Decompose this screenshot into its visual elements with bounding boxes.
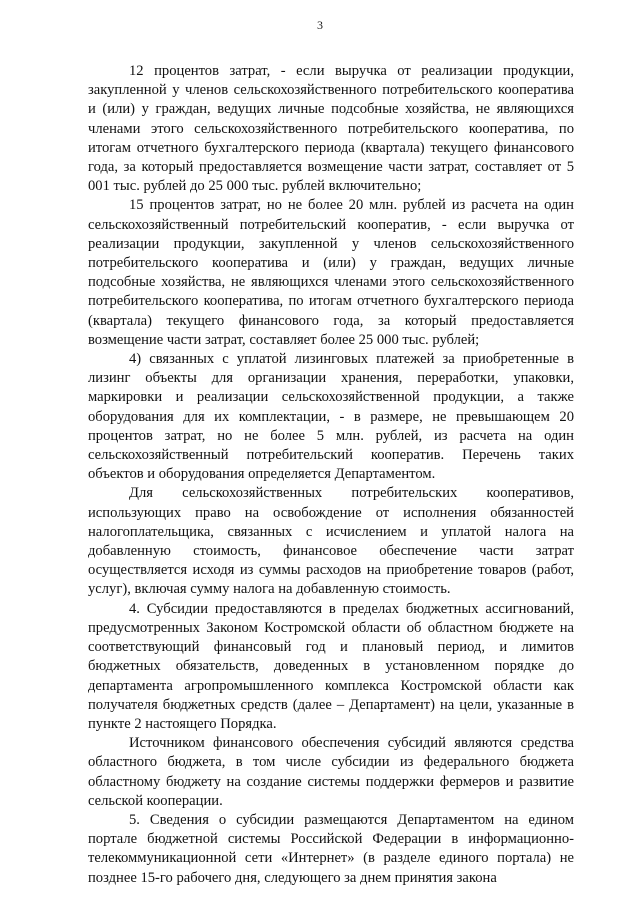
paragraph-section-4: 4. Субсидии предоставляются в пределах бюджетных ассигнований, предусмотренных Законом Костромской области об областном бюджете на соответствующий финансовый год и плановый период, и лимитов бюджетных обязательств, доведенных в установленном порядке до департамента агропромышленного комплекса Костромской области как получателя бюджетных средств (далее – Департамент) на цели, указанные в пункте 2 настоящего Порядка. <box>88 600 574 732</box>
paragraph-15-percent: 15 процентов затрат, но не более 20 млн. рублей из расчета на один сельскохозяйственный потребительский кооператив, - если выручка от реализации продукции, закупленной у членов сельскохозяйственного потребительского кооператива и (или) у граждан, ведущих личные подсобные хозяйства, не являющихся членами этого сельскохозяйственного потребительского кооператива, по итогам отчетного бухгалтерского периода (квартала) текущего финансового года, за который предоставляется возмещение части затрат, составляет более 25 000 тыс. рублей; <box>88 197 574 348</box>
paragraph-section-5: 5. Сведения о субсидии размещаются Департаментом на едином портале бюджетной системы Российской Федерации в информационно-телекоммуникационной сети «Интернет» (в разделе единого портала) не позднее 15-го рабочего дня, следующего за днем принятия закона <box>88 811 574 886</box>
paragraph-leasing-payments: 4) связанных с уплатой лизинговых платежей за приобретенные в лизинг объекты для организации хранения, переработки, упаковки, маркировки и реализации сельскохозяйственной продукции, а также оборудования для их комплектации, - в размере, не превышающем 20 процентов затрат, но не более 5 млн. рублей, из расчета на один сельскохозяйственный потребительский кооператив. Перечень таких объектов и оборудования определяется Департаментом. <box>88 351 574 483</box>
page-number: 3 <box>317 18 323 32</box>
paragraph-funding-source: Источником финансового обеспечения субсидий являются средства областного бюджета, в том числе субсидии из федерального бюджета областному бюджету на создание системы поддержки фермеров и развитие сельской кооперации. <box>88 735 574 809</box>
paragraph-12-percent: 12 процентов затрат, - если выручка от реализации продукции, закупленной у членов сельскохозяйственного потребительского кооператива и (или) у граждан, ведущих личные подсобные хозяйства, не являющихся членами этого сельскохозяйственного потребительского кооператива, по итогам отчетного бухгалтерского периода (квартала) текущего финансового года, за который предоставляется возмещение части затрат, составляет от 5 001 тыс. рублей до 25 000 тыс. рублей включительно; <box>88 63 574 195</box>
paragraph-vat-exemption: Для сельскохозяйственных потребительских кооперативов, использующих право на освобождение от исполнения обязанностей налогоплательщика, связанных с исчислением и уплатой налога на добавленную стоимость, финансовое обеспечение части затрат осуществляется исходя из суммы расходов на приобретение товаров (работ, услуг), включая сумму налога на добавленную стоимость. <box>88 485 574 598</box>
document-body <box>88 62 574 888</box>
